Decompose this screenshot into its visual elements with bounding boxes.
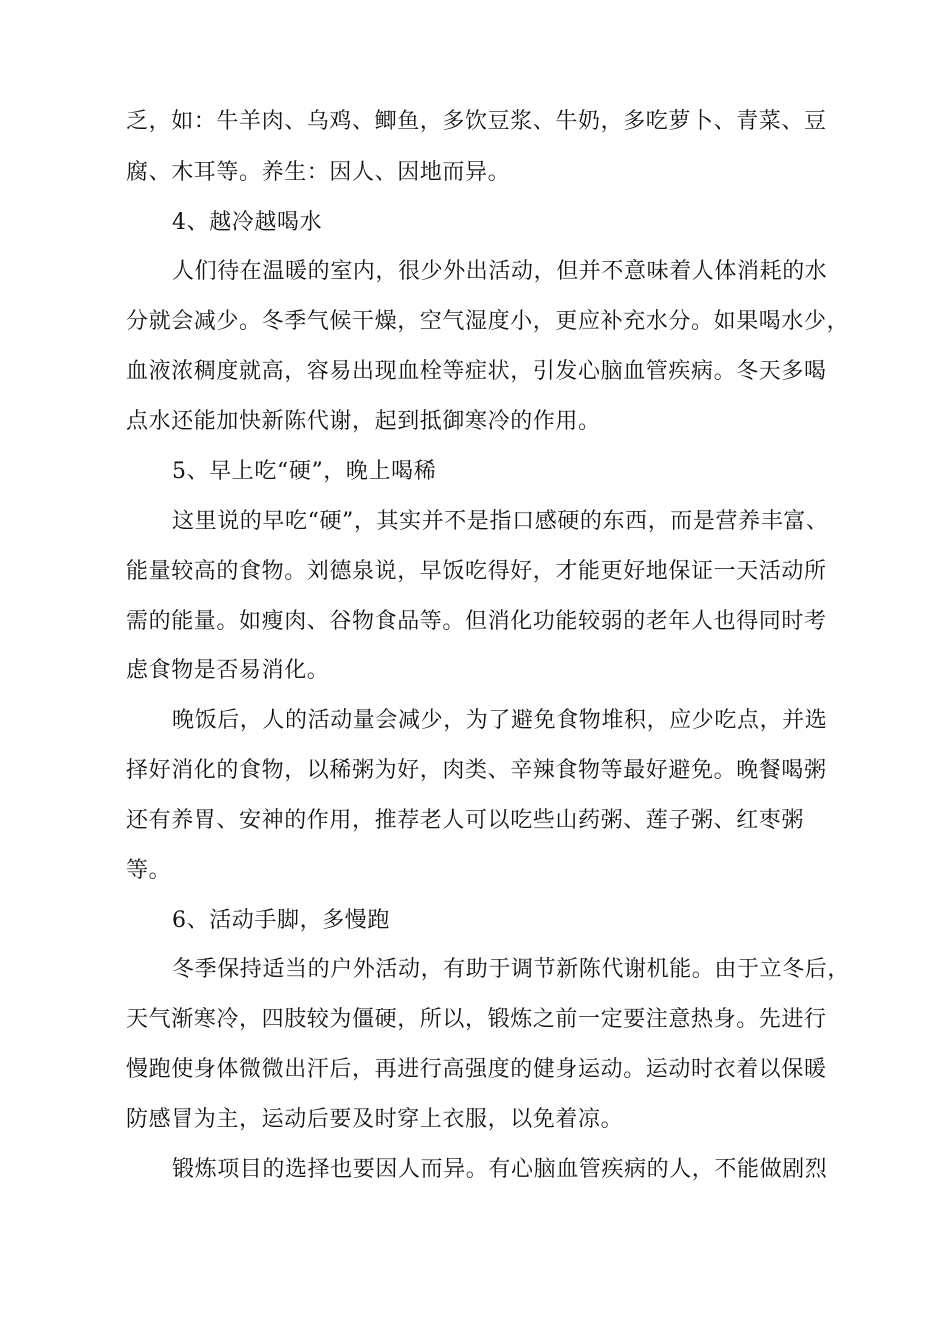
paragraph-first-line: 锻炼项目的选择也要因人而异。有心脑血管疾病的人，不能做剧烈	[172, 1157, 828, 1182]
text-line: 需的能量。如瘦肉、谷物食品等。但消化功能较弱的老年人也得同时考	[126, 609, 827, 634]
text-line: 点水还能加快新陈代谢，起到抵御寒冷的作用。	[126, 409, 601, 434]
section-heading: 6、活动手脚，多慢跑	[172, 908, 390, 933]
text-line: 虑食物是否易消化。	[126, 658, 330, 683]
section-heading: 5、早上吃“硬”，晚上喝稀	[172, 459, 437, 484]
text-line: 慢跑使身体微微出汗后，再进行高强度的健身运动。运动时衣着以保暖	[126, 1057, 827, 1082]
text-line: 能量较高的食物。刘德泉说，早饭吃得好，才能更好地保证一天活动所	[126, 559, 827, 584]
text-line: 血液浓稠度就高，容易出现血栓等症状，引发心脑血管疾病。冬天多喝	[126, 359, 827, 384]
text-line: 乏，如：牛羊肉、乌鸡、鲫鱼，多饮豆浆、牛奶，多吃萝卜、青菜、豆	[126, 109, 827, 134]
text-line: 天气渐寒冷，四肢较为僵硬，所以，锻炼之前一定要注意热身。先进行	[126, 1007, 827, 1032]
section-heading: 4、越冷越喝水	[172, 210, 323, 235]
paragraph-first-line: 这里说的早吃“硬”，其实并不是指口感硬的东西，而是营养丰富、	[172, 509, 829, 534]
paragraph-first-line: 晚饭后，人的活动量会减少，为了避免食物堆积，应少吃点，并选	[172, 708, 828, 733]
text-line: 还有养胃、安神的作用，推荐老人可以吃些山药粥、莲子粥、红枣粥	[126, 808, 805, 833]
text-line: 防感冒为主，运动后要及时穿上衣服，以免着凉。	[126, 1107, 624, 1132]
paragraph-first-line: 人们待在温暖的室内，很少外出活动，但并不意味着人体消耗的水	[172, 259, 828, 284]
text-line: 等。	[126, 858, 172, 883]
text-line: 腐、木耳等。养生：因人、因地而异。	[126, 160, 511, 185]
paragraph-first-line: 冬季保持适当的户外活动，有助于调节新陈代谢机能。由于立冬后，	[172, 957, 851, 982]
text-line: 择好消化的食物，以稀粥为好，肉类、辛辣食物等最好避免。晚餐喝粥	[126, 758, 827, 783]
text-line: 分就会减少。冬季气候干燥，空气湿度小，更应补充水分。如果喝水少，	[126, 309, 850, 334]
